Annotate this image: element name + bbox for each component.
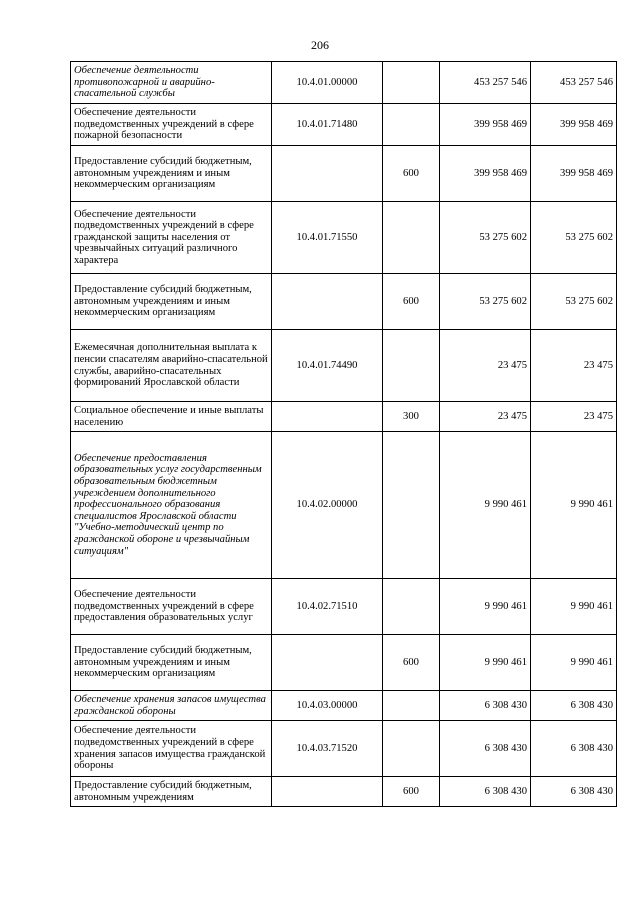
cell-amount-year2: 9 990 461 — [531, 635, 617, 691]
cell-amount-year1: 6 308 430 — [440, 721, 531, 777]
cell-name: Обеспечение предоставления образовательных услуг государственным образовательным бюджетным учреждением дополнительного профессионального образования специалистов Ярославской области "Учебно-методический центр по гражданской обороне и чрезвычайным ситуациям" — [71, 432, 272, 579]
cell-name: Предоставление субсидий бюджетным, автономным учреждениям и иным некоммерческим организациям — [71, 635, 272, 691]
cell-expense-type — [383, 330, 440, 402]
cell-amount-year2: 53 275 602 — [531, 202, 617, 274]
budget-table — [70, 61, 617, 807]
cell-amount-year1: 399 958 469 — [440, 146, 531, 202]
cell-amount-year2: 23 475 — [531, 330, 617, 402]
cell-amount-year1: 6 308 430 — [440, 777, 531, 807]
cell-amount-year2: 6 308 430 — [531, 721, 617, 777]
table-row — [71, 691, 617, 721]
table-row — [71, 330, 617, 402]
cell-code: 10.4.02.71510 — [272, 579, 383, 635]
table-row — [71, 777, 617, 807]
cell-code — [272, 274, 383, 330]
cell-expense-type: 600 — [383, 777, 440, 807]
table-row — [71, 146, 617, 202]
cell-code: 10.4.03.00000 — [272, 691, 383, 721]
cell-amount-year1: 23 475 — [440, 402, 531, 432]
cell-name: Предоставление субсидий бюджетным, автономным учреждениям — [71, 777, 272, 807]
cell-amount-year2: 6 308 430 — [531, 691, 617, 721]
table-row — [71, 62, 617, 104]
table-row — [71, 721, 617, 777]
cell-amount-year1: 9 990 461 — [440, 432, 531, 579]
cell-expense-type — [383, 579, 440, 635]
cell-name: Обеспечение деятельности подведомственных учреждений в сфере гражданской защиты населения от чрезвычайных ситуаций различного характера — [71, 202, 272, 274]
cell-expense-type — [383, 104, 440, 146]
cell-name: Обеспечение хранения запасов имущества гражданской обороны — [71, 691, 272, 721]
cell-amount-year1: 6 308 430 — [440, 691, 531, 721]
cell-amount-year1: 9 990 461 — [440, 635, 531, 691]
cell-name: Обеспечение деятельности подведомственных учреждений в сфере предоставления образовательных услуг — [71, 579, 272, 635]
cell-expense-type — [383, 721, 440, 777]
cell-amount-year2: 9 990 461 — [531, 579, 617, 635]
table-row — [71, 579, 617, 635]
cell-amount-year1: 9 990 461 — [440, 579, 531, 635]
cell-amount-year2: 53 275 602 — [531, 274, 617, 330]
cell-amount-year2: 6 308 430 — [531, 777, 617, 807]
cell-code: 10.4.01.71550 — [272, 202, 383, 274]
cell-amount-year1: 53 275 602 — [440, 202, 531, 274]
cell-amount-year1: 23 475 — [440, 330, 531, 402]
cell-name: Предоставление субсидий бюджетным, автономным учреждениям и иным некоммерческим организациям — [71, 274, 272, 330]
cell-name: Ежемесячная дополнительная выплата к пенсии спасателям аварийно-спасательной службы, аварийно-спасательных формирований Ярославской области — [71, 330, 272, 402]
table-row — [71, 402, 617, 432]
cell-code — [272, 402, 383, 432]
page-number: 206 — [311, 38, 329, 52]
cell-code — [272, 635, 383, 691]
cell-expense-type: 600 — [383, 274, 440, 330]
cell-amount-year2: 399 958 469 — [531, 104, 617, 146]
table-row — [71, 432, 617, 579]
cell-amount-year2: 399 958 469 — [531, 146, 617, 202]
cell-code: 10.4.03.71520 — [272, 721, 383, 777]
budget-table-body — [71, 62, 617, 807]
cell-expense-type: 600 — [383, 635, 440, 691]
table-row — [71, 274, 617, 330]
cell-expense-type — [383, 202, 440, 274]
cell-expense-type — [383, 62, 440, 104]
cell-amount-year1: 53 275 602 — [440, 274, 531, 330]
cell-name: Обеспечение деятельности подведомственных учреждений в сфере хранения запасов имущества гражданской обороны — [71, 721, 272, 777]
cell-amount-year1: 453 257 546 — [440, 62, 531, 104]
cell-code: 10.4.02.00000 — [272, 432, 383, 579]
cell-name: Обеспечение деятельности противопожарной и аварийно-спасательной службы — [71, 62, 272, 104]
cell-expense-type — [383, 691, 440, 721]
cell-code: 10.4.01.74490 — [272, 330, 383, 402]
table-row — [71, 635, 617, 691]
cell-code — [272, 777, 383, 807]
cell-name: Обеспечение деятельности подведомственных учреждений в сфере пожарной безопасности — [71, 104, 272, 146]
cell-code — [272, 146, 383, 202]
cell-name: Социальное обеспечение и иные выплаты населению — [71, 402, 272, 432]
cell-amount-year2: 9 990 461 — [531, 432, 617, 579]
cell-expense-type: 600 — [383, 146, 440, 202]
cell-amount-year2: 453 257 546 — [531, 62, 617, 104]
cell-amount-year2: 23 475 — [531, 402, 617, 432]
table-row — [71, 104, 617, 146]
cell-code: 10.4.01.71480 — [272, 104, 383, 146]
cell-expense-type — [383, 432, 440, 579]
cell-amount-year1: 399 958 469 — [440, 104, 531, 146]
table-row — [71, 202, 617, 274]
cell-name: Предоставление субсидий бюджетным, автономным учреждениям и иным некоммерческим организациям — [71, 146, 272, 202]
cell-expense-type: 300 — [383, 402, 440, 432]
cell-code: 10.4.01.00000 — [272, 62, 383, 104]
